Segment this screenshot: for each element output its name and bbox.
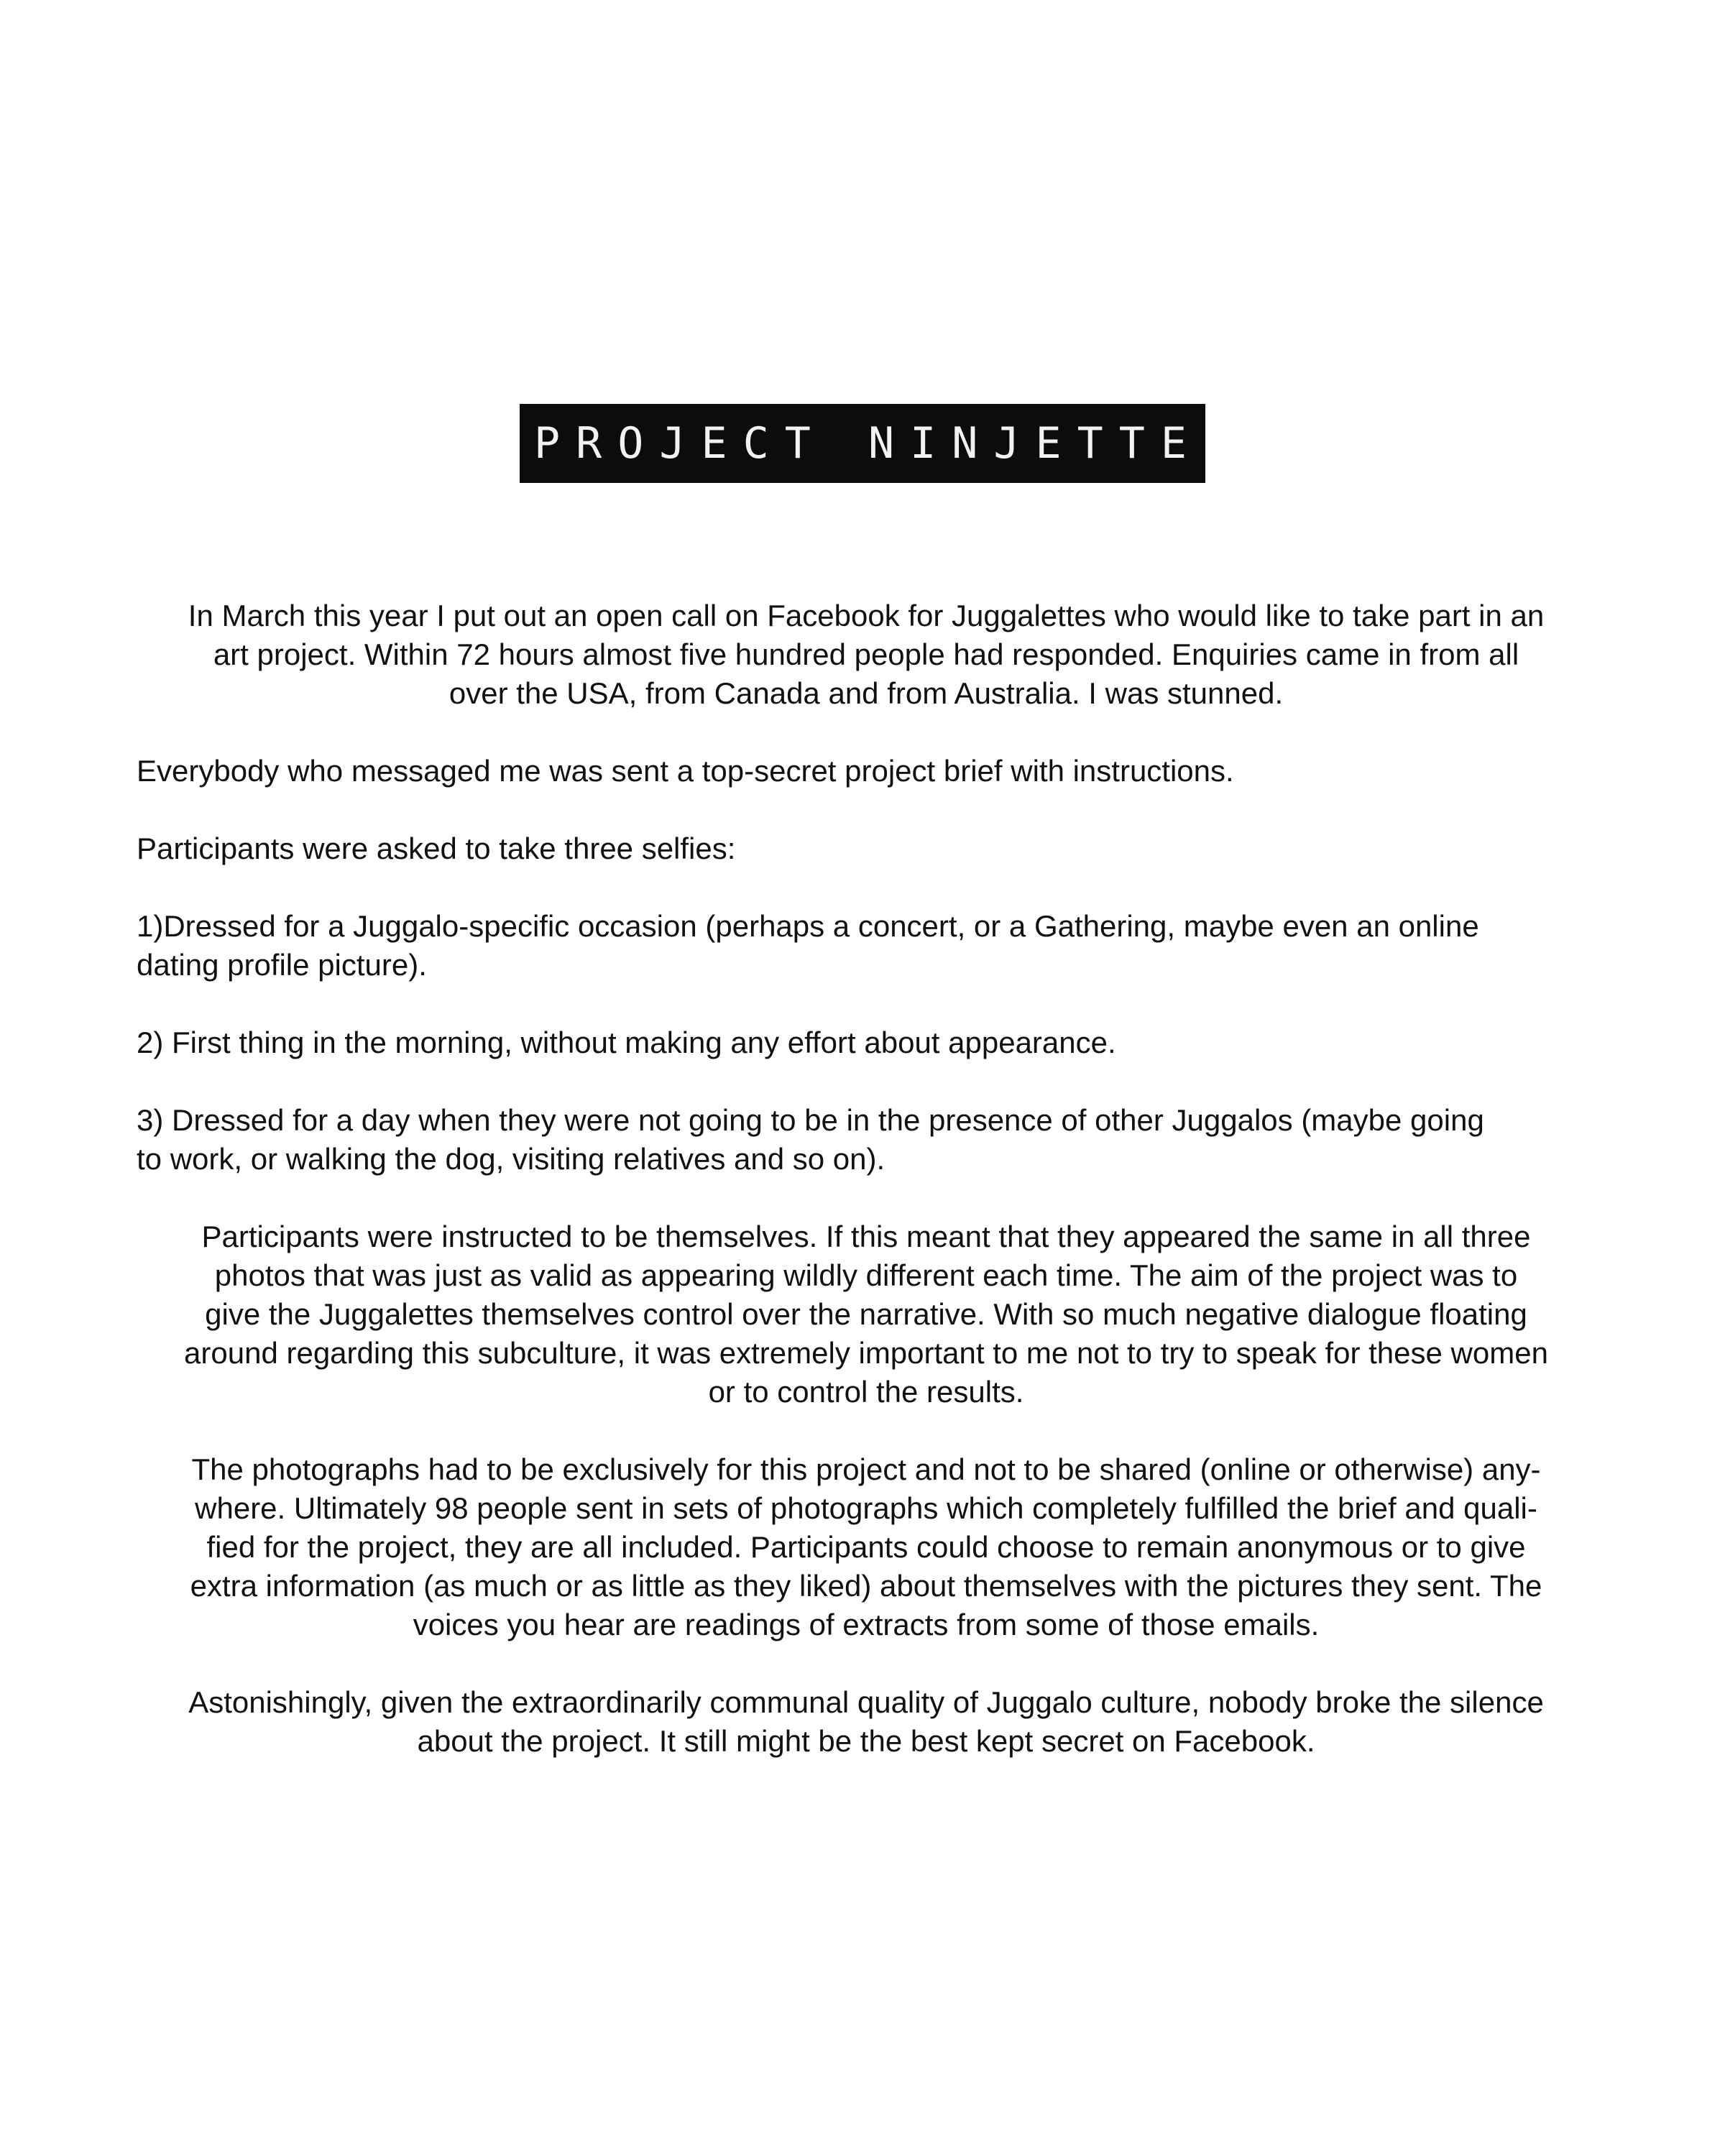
text-line: Participants were instructed to be themselves. If this meant that they appeared the same in all three [201,1220,1531,1253]
text-line: Everybody who messaged me was sent a top-secret project brief with instructions. [137,754,1234,788]
paragraph [137,1450,1596,1644]
text-line: In March this year I put out an open call on Facebook for Juggalettes who would like to take part in an [188,599,1545,632]
page-title: PROJECT NINJETTE [520,404,1205,483]
text-line: Astonishingly, given the extraordinarily communal quality of Juggalo culture, nobody broke the silence [188,1685,1544,1719]
paragraph [137,1683,1596,1761]
text-line: photos that was just as valid as appearing wildly different each time. The aim of the project was to [214,1258,1518,1292]
text-line: 1)Dressed for a Juggalo-specific occasion (perhaps a concert, or a Gathering, maybe even an online [137,909,1479,943]
text-line: art project. Within 72 hours almost five hundred people had responded. Enquiries came in from all [213,637,1519,671]
paragraph [137,829,1596,868]
text-line: 3) Dressed for a day when they were not going to be in the presence of other Juggalos (maybe going [137,1103,1484,1137]
title-container [0,404,1725,483]
body-text [137,596,1596,1800]
text-line: voices you hear are readings of extracts from some of those emails. [413,1608,1320,1641]
text-line: fied for the project, they are all included. Participants could choose to remain anonymous or to give [206,1530,1526,1564]
text-line: where. Ultimately 98 people sent in sets of photographs which completely fulfilled the brief and quali- [195,1491,1537,1525]
text-line: 2) First thing in the morning, without making any effort about appearance. [137,1026,1116,1059]
text-line: give the Juggalettes themselves control over the narrative. With so much negative dialogue floating [205,1297,1527,1331]
paragraph [137,1023,1596,1062]
paragraph [137,1217,1596,1411]
text-line: The photographs had to be exclusively for this project and not to be shared (online or otherwise) any- [191,1452,1541,1486]
text-line: dating profile picture). [137,948,427,982]
paragraph [137,596,1596,713]
text-line: extra information (as much or as little as they liked) about themselves with the pictures they sent. The [190,1569,1542,1603]
paragraph [137,1101,1596,1179]
text-line: about the project. It still might be the best kept secret on Facebook. [417,1724,1315,1758]
text-line: over the USA, from Canada and from Australia. I was stunned. [448,676,1284,710]
text-line: or to control the results. [708,1375,1024,1409]
paragraph [137,752,1596,791]
text-line: around regarding this subculture, it was extremely important to me not to try to speak for these women [184,1336,1548,1370]
text-line: Participants were asked to take three selfies: [137,831,736,865]
text-line: to work, or walking the dog, visiting relatives and so on). [137,1142,886,1176]
paragraph [137,907,1596,985]
